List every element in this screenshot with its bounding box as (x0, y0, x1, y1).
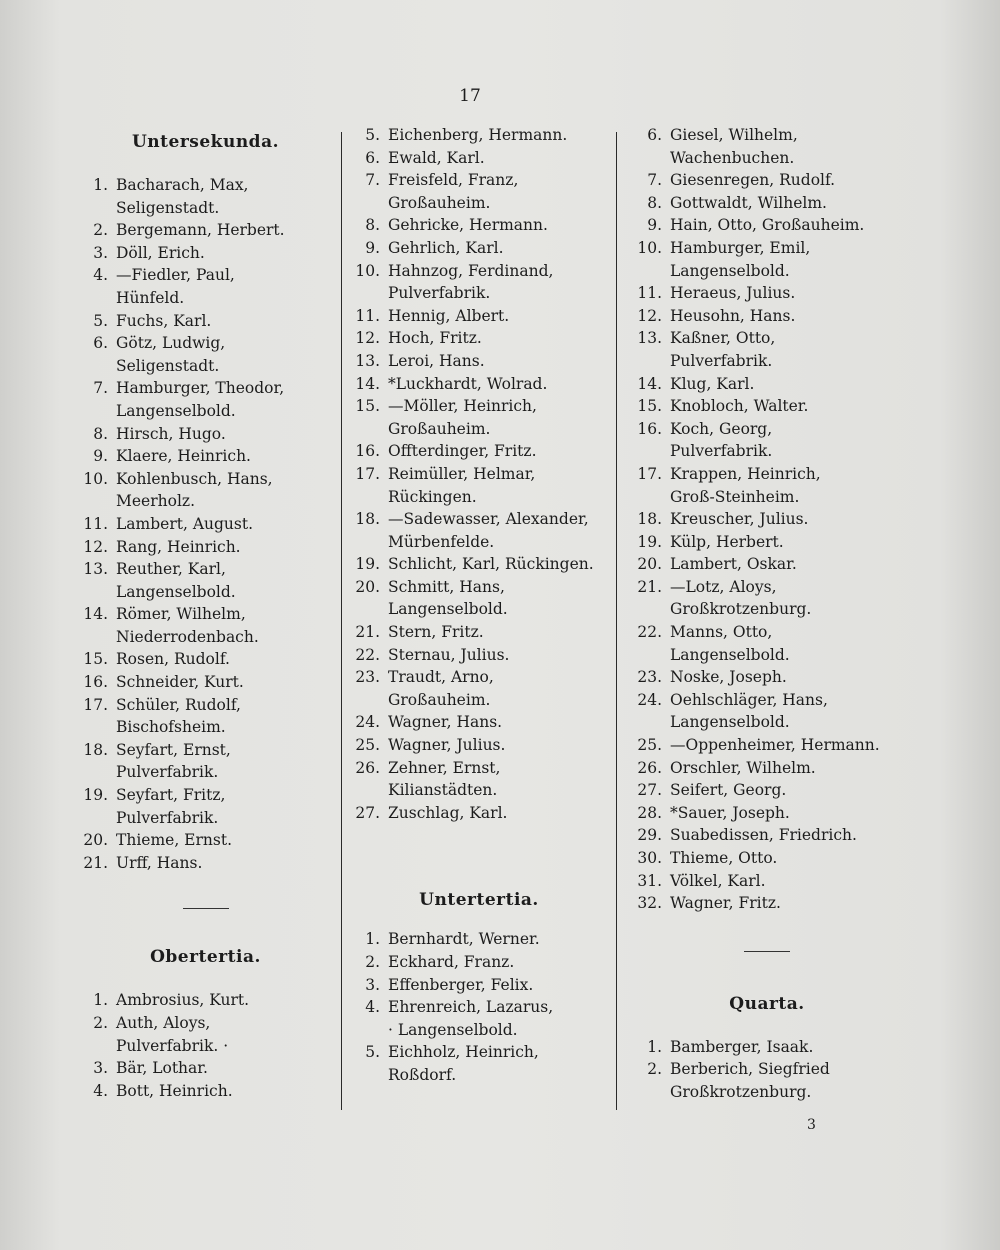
entry-number: 19. (637, 532, 662, 551)
student-name: Freisfeld, Franz, (388, 171, 519, 190)
entry-number: 17. (637, 464, 662, 483)
list-item (350, 463, 608, 486)
student-residence: Seligenstadt. (116, 356, 220, 375)
entry-number: 3. (93, 1059, 108, 1078)
entry-number: 14. (83, 605, 108, 624)
list-item (78, 558, 333, 581)
entry-number: 2. (93, 1014, 108, 1032)
list-item (78, 219, 333, 242)
student-residence: Langenselbold. (388, 600, 508, 619)
list-item (632, 327, 902, 350)
entry-number: 11. (355, 306, 380, 325)
student-name: Schneider, Kurt. (116, 673, 244, 692)
list-item (632, 734, 902, 757)
list-item (350, 711, 608, 734)
entry-number: 16. (637, 419, 662, 438)
entry-number: 20. (355, 577, 380, 596)
student-residence: Großauheim. (388, 690, 491, 709)
student-name: Seyfart, Ernst, (116, 740, 231, 759)
entry-number: 13. (355, 351, 380, 370)
student-name: Kaßner, Otto, (670, 329, 776, 348)
list-item (350, 576, 608, 599)
column-divider-right (616, 132, 617, 1110)
student-name: Hain, Otto, Großauheim. (670, 216, 865, 235)
entry-number: 14. (355, 374, 380, 393)
student-name: Klug, Karl. (670, 374, 755, 393)
sheet-signature-number: 3 (807, 1117, 816, 1133)
list-item (632, 305, 902, 328)
student-residence: Großauheim. (388, 419, 491, 438)
entry-number: 8. (93, 424, 108, 443)
list-item (78, 852, 333, 875)
entry-number: 18. (355, 510, 380, 529)
entry-number: 12. (355, 329, 380, 348)
list-item (632, 373, 902, 396)
entry-number: 9. (365, 238, 380, 257)
student-name: Schlicht, Karl, Rückingen. (388, 555, 594, 574)
student-residence: Langenselbold. (116, 582, 236, 601)
list-item (350, 734, 608, 757)
column-3 (632, 124, 902, 1104)
list-item (78, 694, 333, 717)
list-item (632, 553, 902, 576)
entry-number: 13. (83, 560, 108, 579)
entry-number: 25. (637, 736, 662, 755)
student-residence: Bischofsheim. (116, 718, 226, 737)
list-item (632, 282, 902, 305)
student-residence: Langenselbold. (670, 261, 790, 280)
list-item (78, 513, 333, 536)
entry-number: 7. (365, 171, 380, 190)
entry-number: 1. (93, 176, 108, 194)
student-name: Kreuscher, Julius. (670, 510, 809, 529)
student-name: Ehrenreich, Lazarus, (388, 998, 554, 1017)
student-name: Rang, Heinrich. (116, 537, 241, 556)
student-name: Suabedissen, Friedrich. (670, 826, 857, 845)
student-name: Manns, Otto, (670, 623, 773, 642)
list-item (350, 373, 608, 396)
student-name: Sternau, Julius. (388, 645, 510, 664)
entry-number: 11. (637, 284, 662, 303)
list-item (632, 169, 902, 192)
entry-number: 29. (637, 826, 662, 845)
entry-number: 4. (365, 998, 380, 1017)
student-name: Offterdinger, Fritz. (388, 442, 537, 461)
student-name: Oehlschläger, Hans, (670, 690, 828, 709)
entry-number: 4. (93, 266, 108, 285)
list-item (350, 666, 608, 689)
list-item (632, 892, 902, 915)
entry-number: 5. (365, 1043, 380, 1062)
page-number: 17 (459, 86, 481, 106)
student-name: Eichenberg, Hermann. (388, 126, 568, 144)
student-name: Bacharach, Max, (116, 176, 249, 194)
list-item (78, 829, 333, 852)
student-name: Gehricke, Hermann. (388, 216, 548, 235)
entry-number: 3. (93, 243, 108, 262)
student-name: Noske, Joseph. (670, 668, 787, 687)
list-item (632, 124, 902, 147)
student-name: Bergemann, Herbert. (116, 221, 285, 240)
entry-number: 22. (637, 623, 662, 642)
entry-number: 6. (93, 334, 108, 353)
entry-number: 31. (637, 871, 662, 890)
list-item (350, 621, 608, 644)
entry-number: 10. (355, 261, 380, 280)
student-name: Effenberger, Felix. (388, 975, 534, 994)
student-name: Bamberger, Isaak. (670, 1037, 814, 1056)
list-item (632, 192, 902, 215)
entry-number: 23. (637, 668, 662, 687)
list-item (78, 423, 333, 446)
student-name: Römer, Wilhelm, (116, 605, 246, 624)
list-item (78, 377, 333, 400)
entry-number: 1. (647, 1037, 662, 1056)
list-item (632, 757, 902, 780)
student-name: Giesenregen, Rudolf. (670, 171, 836, 190)
student-name: —Möller, Heinrich, (388, 397, 537, 416)
list-item (78, 989, 333, 1012)
student-name: Thieme, Ernst. (116, 831, 232, 850)
student-name: Berberich, Siegfried (670, 1060, 830, 1079)
entry-number: 12. (637, 306, 662, 325)
entry-number: 15. (355, 397, 380, 416)
list-item (350, 1041, 608, 1064)
entry-number: 28. (637, 803, 662, 822)
entry-number: 11. (83, 514, 108, 533)
student-name: —Oppenheimer, Hermann. (670, 736, 880, 755)
entry-number: 10. (637, 238, 662, 257)
student-name: Seifert, Georg. (670, 781, 787, 800)
list-item (350, 757, 608, 780)
student-name: *Luckhardt, Wolrad. (388, 374, 548, 393)
list-item (350, 260, 608, 283)
entry-number: 15. (637, 397, 662, 416)
student-name: Döll, Erich. (116, 243, 205, 262)
student-name: —Sadewasser, Alexander, (388, 510, 589, 529)
list-item (350, 147, 608, 170)
student-residence: · Langenselbold. (388, 1020, 518, 1039)
entry-number: 2. (365, 953, 380, 971)
list-item (350, 305, 608, 328)
entry-number: 10. (83, 469, 108, 488)
student-residence: Pulverfabrik. · (116, 1036, 229, 1055)
student-residence: Hünfeld. (116, 288, 185, 307)
list-item (78, 784, 333, 807)
entry-number: 5. (93, 311, 108, 330)
list-item (78, 1080, 333, 1103)
entry-number: 24. (355, 713, 380, 732)
student-name: Thieme, Otto. (670, 849, 778, 867)
student-name: Hoch, Fritz. (388, 329, 482, 348)
student-name: Seyfart, Fritz, (116, 786, 226, 805)
entry-number: 7. (93, 379, 108, 398)
student-residence: Mürbenfelde. (388, 532, 495, 551)
entry-list (632, 1036, 902, 1104)
student-name: Heraeus, Julius. (670, 284, 796, 303)
list-item (350, 237, 608, 260)
list-item (632, 576, 902, 599)
student-name: Götz, Ludwig, (116, 334, 226, 353)
entry-number: 18. (637, 510, 662, 529)
column-1 (78, 124, 333, 1102)
list-item (78, 332, 333, 355)
student-name: Ambrosius, Kurt. (116, 991, 250, 1010)
entry-number: 21. (355, 623, 380, 642)
student-name: Wagner, Fritz. (670, 894, 781, 913)
student-name: Ewald, Karl. (388, 148, 485, 167)
entry-number: 7. (647, 171, 662, 190)
student-residence: Großauheim. (388, 193, 491, 212)
student-residence: Meerholz. (116, 492, 195, 511)
entry-number: 16. (83, 673, 108, 692)
student-name: Külp, Herbert. (670, 532, 784, 551)
student-name: Eichholz, Heinrich, (388, 1043, 539, 1062)
entry-number: 12. (83, 537, 108, 556)
student-residence: Pulverfabrik. (116, 763, 219, 782)
list-item (632, 214, 902, 237)
student-residence: Pulverfabrik. (670, 351, 773, 370)
list-item (78, 1012, 333, 1035)
list-item (78, 671, 333, 694)
list-item (632, 508, 902, 531)
list-item (78, 242, 333, 265)
list-item (632, 666, 902, 689)
entry-number: 21. (637, 577, 662, 596)
list-item (78, 1057, 333, 1080)
student-name: —Lotz, Aloys, (670, 577, 777, 596)
student-name: Schüler, Rudolf, (116, 695, 241, 714)
entry-number: 1. (93, 991, 108, 1010)
list-item (350, 996, 608, 1019)
entry-number: 4. (93, 1081, 108, 1100)
student-name: Hamburger, Theodor, (116, 379, 285, 398)
entry-number: 32. (637, 894, 662, 913)
entry-list (78, 989, 333, 1102)
list-item (632, 621, 902, 644)
list-item (632, 779, 902, 802)
list-item (350, 802, 608, 825)
list-item (350, 350, 608, 373)
student-name: Reuther, Karl, (116, 560, 226, 579)
student-name: Hirsch, Hugo. (116, 424, 226, 443)
list-item (632, 418, 902, 441)
entry-number: 26. (355, 758, 380, 777)
entry-list (78, 174, 333, 874)
list-item (350, 951, 608, 974)
list-item (350, 508, 608, 531)
entry-number: 15. (83, 650, 108, 669)
entry-number: 27. (355, 803, 380, 822)
list-item (632, 1036, 902, 1059)
list-item (78, 174, 333, 197)
list-item (632, 870, 902, 893)
entry-number: 18. (83, 740, 108, 759)
entry-number: 1. (365, 930, 380, 949)
student-name: Traudt, Arno, (388, 668, 494, 687)
entry-number: 9. (93, 447, 108, 466)
list-item (350, 974, 608, 997)
student-name: Gottwaldt, Wilhelm. (670, 193, 827, 212)
entry-number: 23. (355, 668, 380, 687)
student-name: Völkel, Karl. (670, 871, 766, 890)
student-name: Leroi, Hans. (388, 351, 485, 370)
list-item (78, 603, 333, 626)
list-item (632, 802, 902, 825)
entry-number: 8. (365, 216, 380, 235)
student-residence: Langenselbold. (116, 401, 236, 420)
entry-number: 8. (647, 193, 662, 212)
student-name: Knobloch, Walter. (670, 397, 809, 416)
section-heading-obertertia: Obertertia. (150, 947, 261, 968)
entry-number: 6. (647, 126, 662, 144)
student-name: —Fiedler, Paul, (116, 266, 235, 285)
student-residence: Großkrotzenburg. (670, 1082, 812, 1101)
student-residence: Kilianstädten. (388, 781, 498, 800)
entry-number: 5. (365, 126, 380, 144)
student-name: Rosen, Rudolf. (116, 650, 230, 669)
column-2 (350, 124, 608, 1087)
student-residence: Seligenstadt. (116, 198, 220, 217)
list-item (632, 531, 902, 554)
student-name: Urff, Hans. (116, 853, 203, 872)
entry-number: 24. (637, 690, 662, 709)
student-name: Auth, Aloys, (116, 1014, 211, 1032)
student-name: Giesel, Wilhelm, (670, 126, 798, 144)
student-name: Orschler, Wilhelm. (670, 758, 816, 777)
student-name: Klaere, Heinrich. (116, 447, 251, 466)
list-item (632, 847, 902, 870)
entry-number: 26. (637, 758, 662, 777)
section-divider-rule (744, 951, 790, 952)
entry-number: 9. (647, 216, 662, 235)
student-name: Koch, Georg, (670, 419, 773, 438)
entry-number: 22. (355, 645, 380, 664)
entry-number: 19. (355, 555, 380, 574)
student-name: Hahnzog, Ferdinand, (388, 261, 554, 280)
student-residence: Pulverfabrik. (116, 808, 219, 827)
entry-number: 25. (355, 736, 380, 755)
student-name: Gehrlich, Karl. (388, 238, 504, 257)
student-residence: Groß-Steinheim. (670, 487, 800, 506)
list-item (632, 824, 902, 847)
list-item (632, 463, 902, 486)
entry-number: 27. (637, 781, 662, 800)
list-item (78, 468, 333, 491)
list-item (350, 395, 608, 418)
list-item (78, 264, 333, 287)
student-name: Zuschlag, Karl. (388, 803, 508, 822)
entry-number: 2. (647, 1060, 662, 1079)
entry-number: 21. (83, 853, 108, 872)
student-name: Hennig, Albert. (388, 306, 510, 325)
list-item (350, 214, 608, 237)
student-name: Wagner, Julius. (388, 736, 506, 755)
list-item (350, 440, 608, 463)
entry-number: 14. (637, 374, 662, 393)
entry-number: 2. (93, 221, 108, 240)
student-residence: Rückingen. (388, 487, 477, 506)
entry-number: 13. (637, 329, 662, 348)
student-name: Bernhardt, Werner. (388, 930, 540, 949)
list-item (78, 310, 333, 333)
student-residence: Pulverfabrik. (670, 442, 773, 461)
list-item (78, 445, 333, 468)
column-divider-left (341, 132, 342, 1110)
entry-number: 20. (637, 555, 662, 574)
list-item (350, 124, 608, 147)
section-heading-untertertia: Untertertia. (419, 890, 539, 911)
student-name: Krappen, Heinrich, (670, 464, 821, 483)
student-residence: Roßdorf. (388, 1065, 457, 1084)
entry-number: 17. (83, 695, 108, 714)
student-residence: Niederrodenbach. (116, 627, 259, 646)
student-name: Eckhard, Franz. (388, 953, 515, 971)
entry-number: 30. (637, 849, 662, 867)
list-item (78, 739, 333, 762)
section-heading-untersekunda: Untersekunda. (131, 132, 279, 152)
list-item (632, 689, 902, 712)
list-item (78, 648, 333, 671)
student-name: Lambert, August. (116, 514, 254, 533)
entry-number: 19. (83, 786, 108, 805)
student-name: Reimüller, Helmar, (388, 464, 536, 483)
student-name: Kohlenbusch, Hans, (116, 469, 273, 488)
section-divider-rule (183, 908, 229, 909)
student-name: *Sauer, Joseph. (670, 803, 790, 822)
entry-number: 3. (365, 975, 380, 994)
list-item (350, 928, 608, 951)
list-item (78, 536, 333, 559)
student-residence: Langenselbold. (670, 645, 790, 664)
student-name: Wagner, Hans. (388, 713, 503, 732)
student-name: Stern, Fritz. (388, 623, 484, 642)
student-residence: Pulverfabrik. (388, 284, 491, 303)
student-name: Hamburger, Emil, (670, 238, 811, 257)
entry-list (350, 928, 608, 1086)
list-item (350, 644, 608, 667)
student-name: Lambert, Oskar. (670, 555, 797, 574)
section-heading-quarta: Quarta. (729, 993, 805, 1014)
entry-list (632, 124, 902, 915)
student-name: Fuchs, Karl. (116, 311, 212, 330)
student-name: Bott, Heinrich. (116, 1081, 233, 1100)
list-item (350, 169, 608, 192)
entry-number: 16. (355, 442, 380, 461)
entry-list (350, 124, 608, 824)
student-residence: Wachenbuchen. (670, 148, 795, 167)
student-residence: Großkrotzenburg. (670, 600, 812, 619)
student-name: Zehner, Ernst, (388, 758, 501, 777)
list-item (632, 395, 902, 418)
list-item (632, 237, 902, 260)
student-name: Heusohn, Hans. (670, 306, 796, 325)
list-item (632, 1058, 902, 1081)
list-item (350, 553, 608, 576)
entry-number: 20. (83, 831, 108, 850)
student-name: Bär, Lothar. (116, 1059, 208, 1078)
entry-number: 6. (365, 148, 380, 167)
list-item (350, 327, 608, 350)
entry-number: 17. (355, 464, 380, 483)
student-residence: Langenselbold. (670, 713, 790, 732)
student-name: Schmitt, Hans, (388, 577, 505, 596)
